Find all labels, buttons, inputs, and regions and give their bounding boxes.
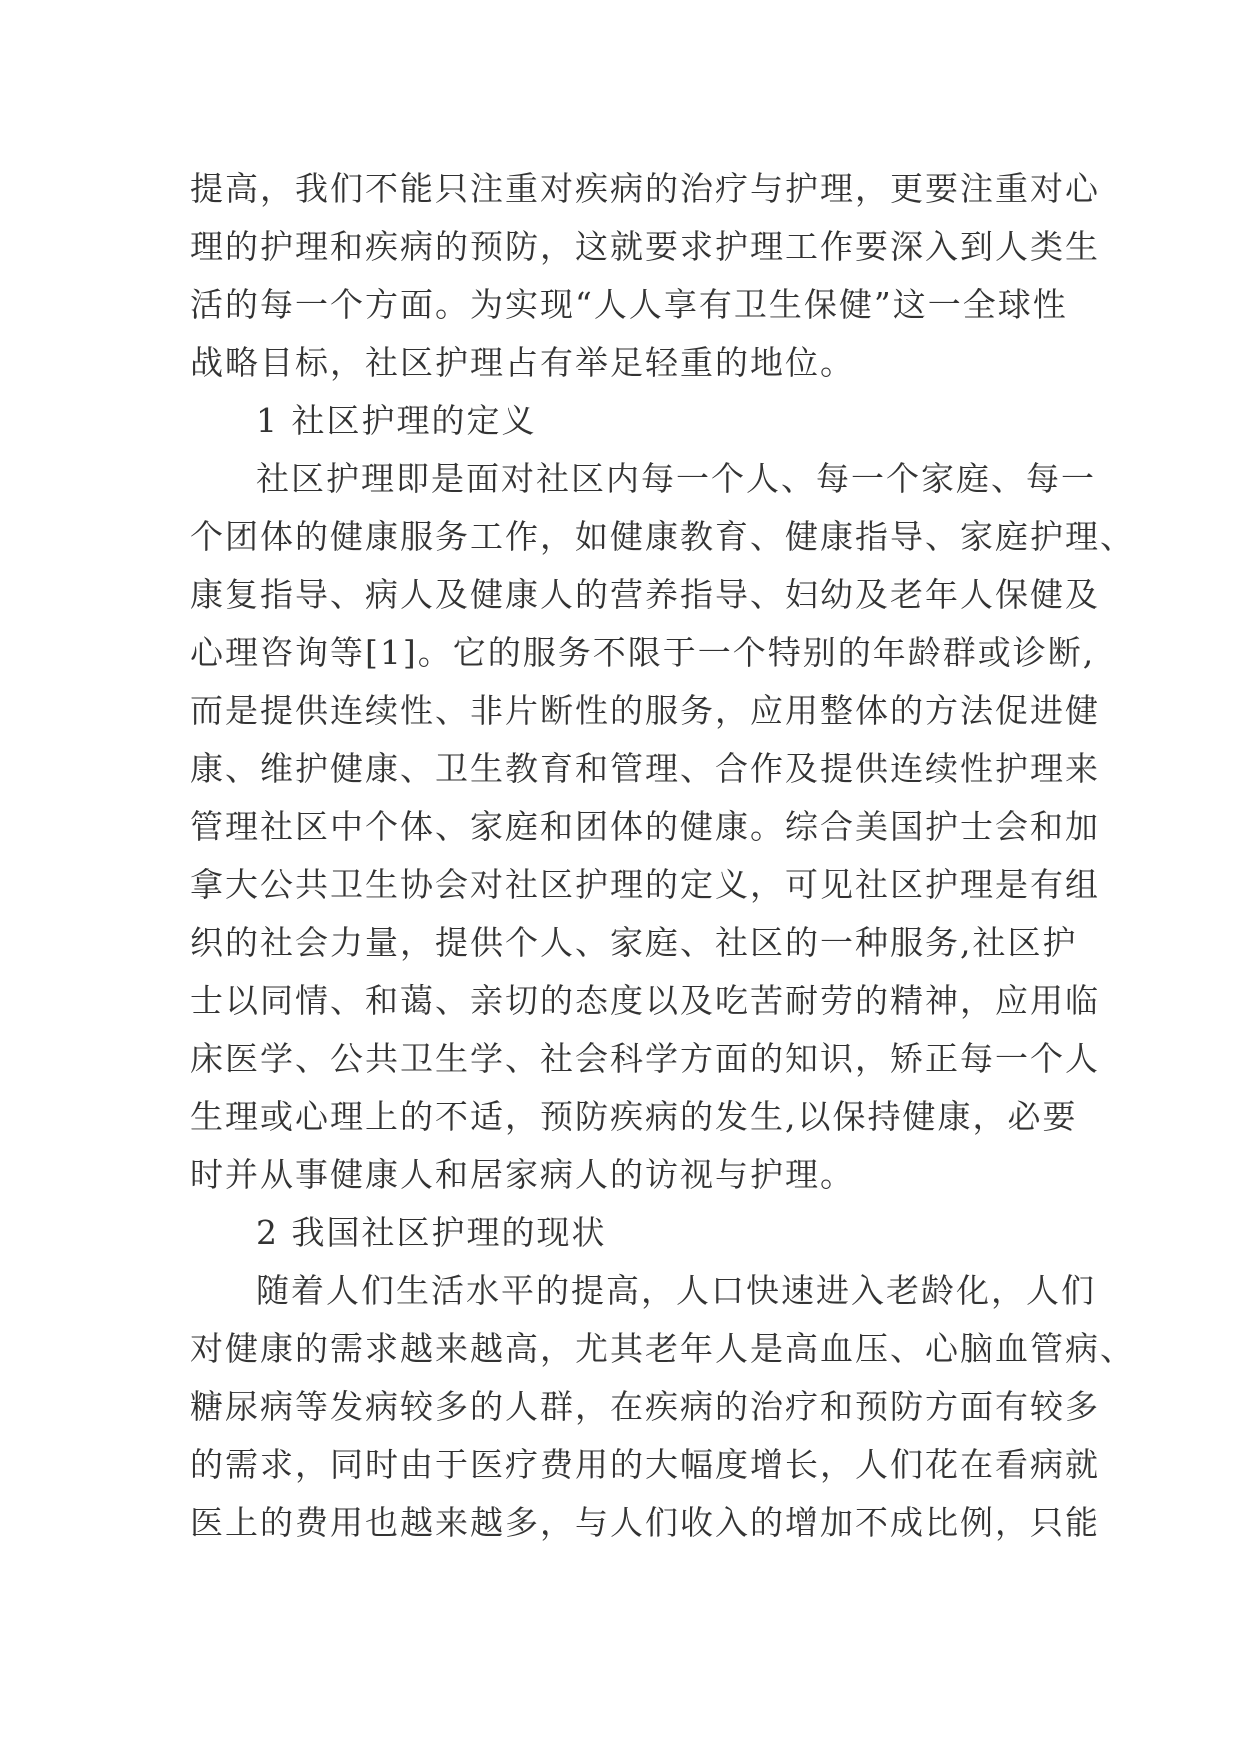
paragraph-line: 随着人们生活水平的提高，人口快速进入老龄化，人们 [256,1271,1096,1310]
section-heading-1: 1 社区护理的定义 [256,401,537,440]
paragraph-line: 战略目标，社区护理占有举足轻重的地位。 [190,343,855,382]
paragraph-line: 个团体的健康服务工作，如健康教育、健康指导、家庭护理、 [190,517,1135,556]
paragraph-line: 康、维护健康、卫生教育和管理、合作及提供连续性护理来 [190,749,1100,788]
paragraph-line: 管理社区中个体、家庭和团体的健康。综合美国护士会和加 [190,807,1100,846]
paragraph-line: 心理咨询等[1]。它的服务不限于一个特别的年龄群或诊断, [190,633,1096,672]
paragraph-line: 拿大公共卫生协会对社区护理的定义，可见社区护理是有组 [190,865,1100,904]
paragraph-line: 活的每一个方面。为实现“人人享有卫生保健”这一全球性 [190,285,1068,324]
paragraph-line: 生理或心理上的不适，预防疾病的发生,以保持健康，必要 [190,1097,1078,1136]
paragraph-line: 糖尿病等发病较多的人群，在疾病的治疗和预防方面有较多 [190,1387,1100,1426]
paragraph-line: 社区护理即是面对社区内每一个人、每一个家庭、每一 [256,459,1096,498]
paragraph-line: 时并从事健康人和居家病人的访视与护理。 [190,1155,855,1194]
paragraph-line: 士以同情、和蔼、亲切的态度以及吃苦耐劳的精神，应用临 [190,981,1100,1020]
paragraph-line: 床医学、公共卫生学、社会科学方面的知识，矫正每一个人 [190,1039,1100,1078]
paragraph-line: 的需求，同时由于医疗费用的大幅度增长，人们花在看病就 [190,1445,1100,1484]
section-heading-2: 2 我国社区护理的现状 [256,1213,607,1252]
body-text [190,160,1135,1552]
paragraph-line: 而是提供连续性、非片断性的服务，应用整体的方法促进健 [190,691,1100,730]
paragraph-line: 医上的费用也越来越多，与人们收入的增加不成比例，只能 [190,1503,1100,1542]
paragraph-line: 织的社会力量，提供个人、家庭、社区的一种服务,社区护 [190,923,1078,962]
paragraph-line: 对健康的需求越来越高，尤其老年人是高血压、心脑血管病、 [190,1329,1135,1368]
paragraph-line: 理的护理和疾病的预防，这就要求护理工作要深入到人类生 [190,227,1100,266]
paragraph-line: 康复指导、病人及健康人的营养指导、妇幼及老年人保健及 [190,575,1100,614]
paragraph-line: 提高，我们不能只注重对疾病的治疗与护理，更要注重对心 [190,169,1100,208]
